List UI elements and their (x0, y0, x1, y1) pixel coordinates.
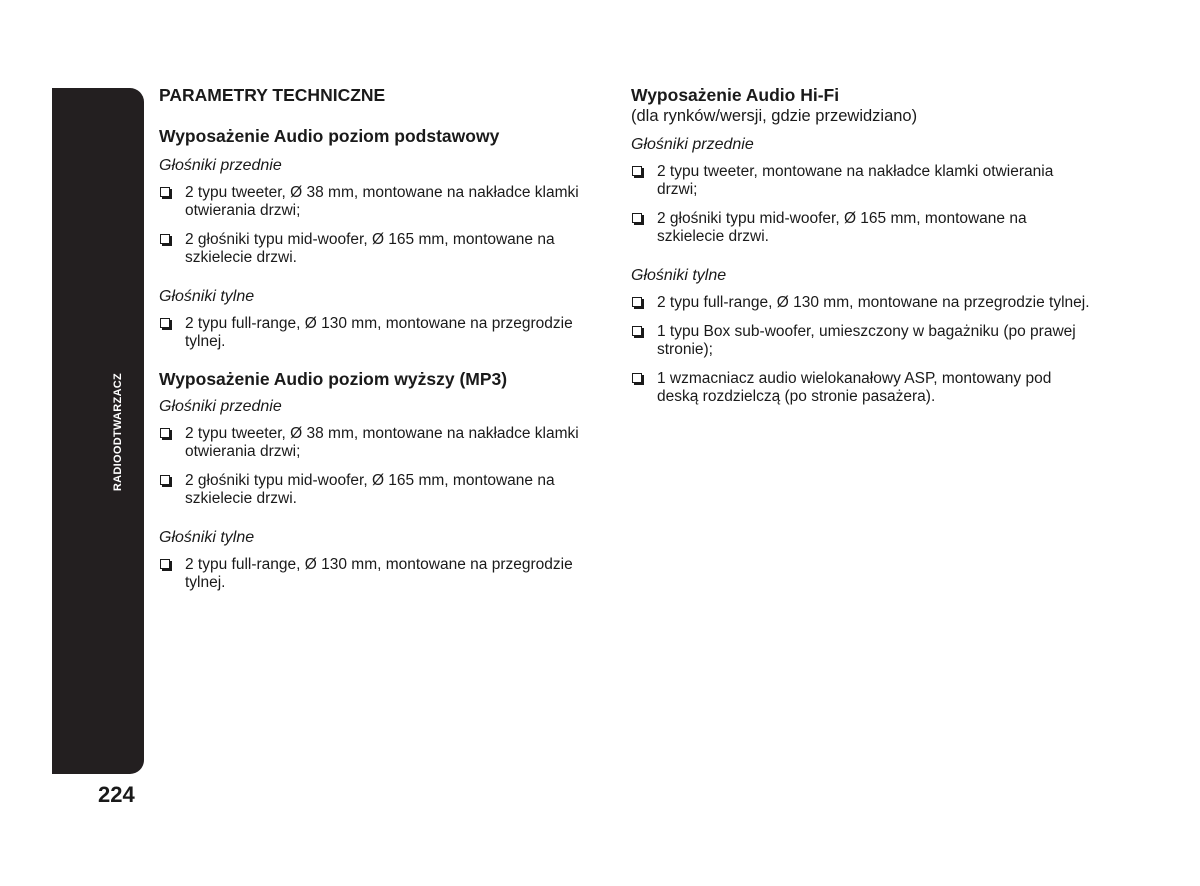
list-item (159, 556, 609, 592)
section-tab (52, 88, 144, 774)
checkbox-bullet-icon (632, 326, 642, 336)
list-item (159, 425, 609, 461)
checkbox-bullet-icon (160, 475, 170, 485)
right-column (631, 84, 1091, 406)
page-number: 224 (98, 782, 135, 807)
rear-speakers-list (159, 556, 609, 592)
list-item-text: 1 typu Box sub-woofer, umieszczony w bagażniku (po prawej stronie); (657, 323, 1076, 358)
list-item (631, 163, 1091, 199)
list-item-text: 2 typu full-range, Ø 130 mm, montowane na przegrodzie tylnej. (185, 315, 573, 350)
checkbox-bullet-icon (160, 187, 170, 197)
checkbox-bullet-icon (160, 428, 170, 438)
list-item-text: 2 typu full-range, Ø 130 mm, montowane na przegrodzie tylnej. (657, 294, 1090, 311)
front-speakers-list (631, 163, 1091, 246)
list-item (159, 315, 609, 351)
section-title: PARAMETRY TECHNICZNE (159, 85, 386, 105)
group-title-front-speakers: Głośniki przednie (159, 157, 282, 174)
list-item (631, 323, 1091, 359)
group-title-rear-speakers: Głośniki tylne (159, 288, 255, 305)
list-item-text: 2 głośniki typu mid-woofer, Ø 165 mm, montowane na szkielecie drzwi. (657, 210, 1027, 245)
checkbox-bullet-icon (632, 373, 642, 383)
list-item (159, 472, 609, 508)
checkbox-bullet-icon (160, 559, 170, 569)
group-title-rear-speakers: Głośniki tylne (631, 267, 727, 284)
subsection-title-hifi: Wyposażenie Audio Hi-Fi (631, 85, 840, 105)
rear-speakers-list (631, 294, 1091, 406)
front-speakers-list (159, 184, 609, 267)
subsection-title-higher: Wyposażenie Audio poziom wyższy (MP3) (159, 369, 508, 389)
list-item-text: 2 typu tweeter, Ø 38 mm, montowane na nakładce klamki otwierania drzwi; (185, 184, 579, 219)
list-item (159, 231, 609, 267)
checkbox-bullet-icon (632, 166, 642, 176)
left-column (159, 84, 609, 592)
checkbox-bullet-icon (632, 297, 642, 307)
list-item-text: 2 głośniki typu mid-woofer, Ø 165 mm, montowane na szkielecie drzwi. (185, 231, 555, 266)
section-tab-label: RADIOODTWARZACZ (112, 372, 124, 492)
list-item-text: 2 głośniki typu mid-woofer, Ø 165 mm, montowane na szkielecie drzwi. (185, 472, 555, 507)
group-title-front-speakers: Głośniki przednie (159, 398, 282, 415)
list-item-text: 2 typu tweeter, montowane na nakładce klamki otwierania drzwi; (657, 163, 1054, 198)
subsection-title-basic: Wyposażenie Audio poziom podstawowy (159, 126, 500, 146)
list-item (631, 370, 1091, 406)
list-item-text: 1 wzmacniacz audio wielokanałowy ASP, montowany pod deską rozdzielczą (po stronie pasażera). (657, 370, 1052, 405)
list-item (631, 294, 1091, 312)
list-item-text: 2 typu full-range, Ø 130 mm, montowane na przegrodzie tylnej. (185, 556, 573, 591)
checkbox-bullet-icon (160, 234, 170, 244)
checkbox-bullet-icon (160, 318, 170, 328)
group-title-rear-speakers: Głośniki tylne (159, 529, 255, 546)
list-item (631, 210, 1091, 246)
list-item (159, 184, 609, 220)
checkbox-bullet-icon (632, 213, 642, 223)
rear-speakers-list (159, 315, 609, 351)
list-item-text: 2 typu tweeter, Ø 38 mm, montowane na nakładce klamki otwierania drzwi; (185, 425, 579, 460)
group-title-front-speakers: Głośniki przednie (631, 136, 754, 153)
availability-note: (dla rynków/wersji, gdzie przewidziano) (631, 107, 918, 125)
front-speakers-list (159, 425, 609, 508)
